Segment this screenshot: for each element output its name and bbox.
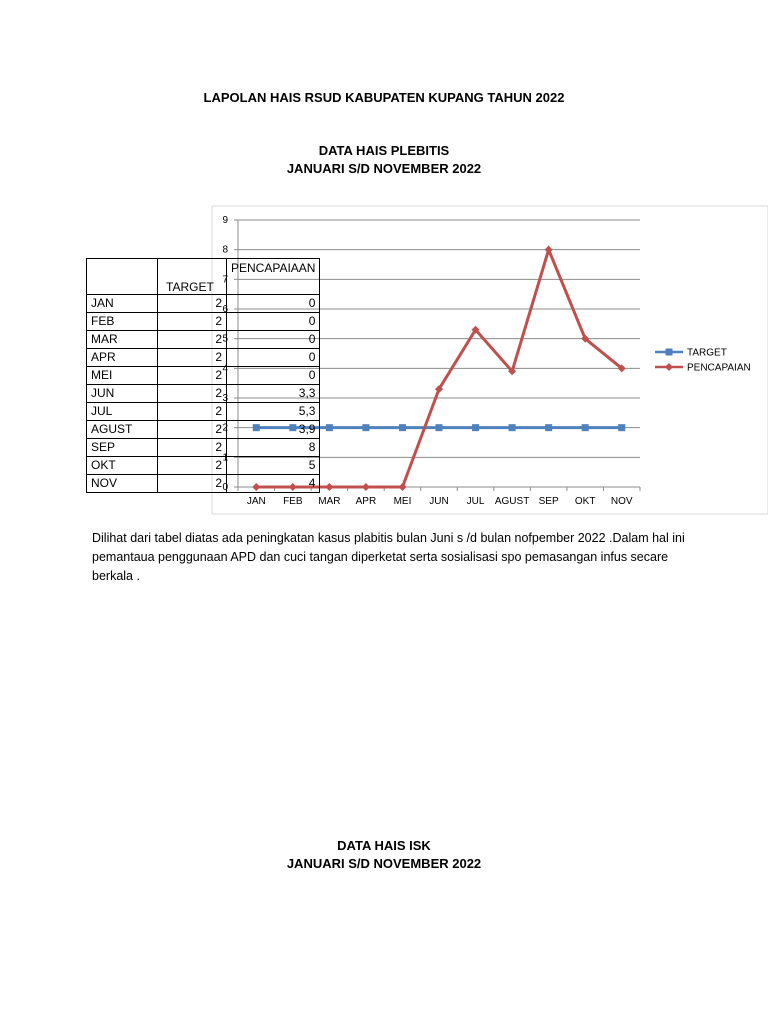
row-month: FEB xyxy=(87,313,158,331)
row-pencapaian: 3,3 xyxy=(227,385,320,403)
x-tick-label: AGUST xyxy=(494,496,530,507)
row-target: 2 xyxy=(158,349,227,367)
legend-label: TARGET xyxy=(687,347,727,359)
row-pencapaian: 0 xyxy=(227,349,320,367)
table-row xyxy=(87,403,320,421)
row-target: 2 xyxy=(158,313,227,331)
row-month: OKT xyxy=(87,457,158,475)
row-pencapaian: 5 xyxy=(227,457,320,475)
section-title-isk: DATA HAIS ISK xyxy=(337,838,431,853)
data-point xyxy=(326,424,333,431)
section-title-plebitis: DATA HAIS PLEBITIS xyxy=(318,143,450,158)
row-month: JUL xyxy=(87,403,158,421)
row-target: 2 xyxy=(158,403,227,421)
row-target: 2 xyxy=(158,421,227,439)
table-header-row xyxy=(87,259,320,295)
table-row xyxy=(87,385,320,403)
row-target: 2 xyxy=(158,475,227,493)
header-pencapaian: PENCAPAIAAN xyxy=(227,259,320,295)
y-tick-label: 2 xyxy=(222,422,228,434)
report-title: LAPOLAN HAIS RSUD KABUPATEN KUPANG TAHUN 2022 xyxy=(203,90,565,105)
data-point xyxy=(399,424,406,431)
table-row xyxy=(87,349,320,367)
legend-marker xyxy=(666,349,673,356)
row-month: MAR xyxy=(87,331,158,349)
header-month xyxy=(87,259,158,295)
header-target: TARGET xyxy=(158,259,227,295)
x-tick-label: JUL xyxy=(466,496,485,507)
row-pencapaian: 0 xyxy=(227,313,320,331)
row-month: APR xyxy=(87,349,158,367)
data-point xyxy=(509,424,516,431)
y-tick-label: 1 xyxy=(222,452,228,464)
table-row xyxy=(87,295,320,313)
analysis-paragraph: Dilihat dari tabel diatas ada peningkatan kasus plabitis bulan Juni s /d bulan nofpember 2022 .Dalam hal ini pemantaua penggunaan APD dan cuci tangan diperketat serta sosialisasi spo pemasangan infus secare berkala . xyxy=(92,531,685,583)
section-period-plebitis: JANUARI S/D NOVEMBER 2022 xyxy=(286,161,482,176)
x-tick-label: MEI xyxy=(393,496,412,507)
row-pencapaian: 8 xyxy=(227,439,320,457)
row-pencapaian: 0 xyxy=(227,295,320,313)
y-tick-label: 5 xyxy=(222,333,228,345)
table-row xyxy=(87,439,320,457)
row-target: 2 xyxy=(158,385,227,403)
row-target: 2 xyxy=(158,331,227,349)
x-tick-label: JUN xyxy=(429,496,449,507)
y-tick-label: 0 xyxy=(222,482,228,493)
legend-label: PENCAPAIAN xyxy=(687,362,751,374)
data-point xyxy=(545,424,552,431)
row-pencapaian: 4 xyxy=(227,475,320,493)
table-row xyxy=(87,457,320,475)
row-month: MEI xyxy=(87,367,158,385)
y-tick-label: 6 xyxy=(222,304,228,315)
table-row xyxy=(87,475,320,493)
x-tick-label: FEB xyxy=(283,496,303,507)
row-month: NOV xyxy=(87,475,158,493)
data-point xyxy=(618,424,625,431)
table-row xyxy=(87,367,320,385)
x-tick-label: MAR xyxy=(318,496,341,507)
plebitis-data-table xyxy=(86,258,320,493)
y-tick-label: 7 xyxy=(222,274,228,286)
row-month: SEP xyxy=(87,439,158,457)
section-period-isk: JANUARI S/D NOVEMBER 2022 xyxy=(286,856,482,871)
table-row xyxy=(87,313,320,331)
row-month: AGUST xyxy=(87,421,158,439)
table-row xyxy=(87,421,320,439)
x-tick-label: APR xyxy=(355,496,377,507)
data-point xyxy=(362,424,369,431)
x-tick-label: NOV xyxy=(610,496,633,507)
y-tick-label: 9 xyxy=(222,215,228,226)
row-target: 2 xyxy=(158,367,227,385)
data-point xyxy=(582,424,589,431)
x-tick-label: OKT xyxy=(574,496,596,507)
row-pencapaian: 3,9 xyxy=(227,421,320,439)
row-pencapaian: 0 xyxy=(227,367,320,385)
row-pencapaian: 0 xyxy=(227,331,320,349)
table-row xyxy=(87,331,320,349)
row-target: 2 xyxy=(158,439,227,457)
y-tick-label: 4 xyxy=(222,363,228,375)
row-target: 2 xyxy=(158,457,227,475)
y-tick-label: 3 xyxy=(222,393,228,404)
row-target: 2 xyxy=(158,295,227,313)
x-tick-label: SEP xyxy=(538,496,559,507)
y-tick-label: 8 xyxy=(222,244,228,256)
row-month: JUN xyxy=(87,385,158,403)
data-point xyxy=(436,424,443,431)
row-pencapaian: 5,3 xyxy=(227,403,320,421)
row-month: JAN xyxy=(87,295,158,313)
data-point xyxy=(472,424,479,431)
x-tick-label: JAN xyxy=(246,496,266,507)
